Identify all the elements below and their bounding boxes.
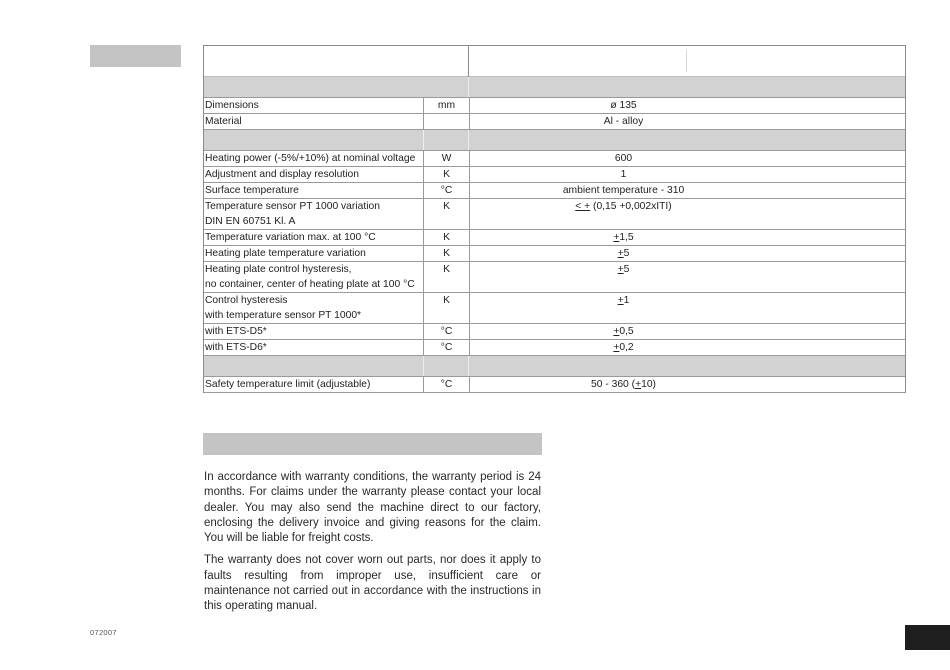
document-code: 072007 [90,628,117,637]
tolerance-sign: + [613,342,620,353]
table-row [204,262,905,293]
tolerance-sign: + [613,232,620,243]
value-cell [469,230,905,245]
unit-cell: K [423,167,469,182]
param-label: Dimensions [205,100,259,111]
param-line: no container, center of heating plate at 100 °C [205,279,415,290]
table-row [204,377,905,393]
value-cell: ø 135 [469,98,905,113]
param-label: with ETS-D6* [205,342,267,353]
tolerance-sign: + [635,379,642,390]
param-line: DIN EN 60751 Kl. A [205,216,296,227]
page-number-tab [905,625,950,650]
value-text: 1,5 [619,232,634,243]
table-row [204,98,905,114]
table-row [204,246,905,262]
unit-cell: °C [423,183,469,198]
tolerance-sign: + [617,248,624,259]
param-label: with ETS-D5* [205,326,267,337]
value-text: 5 [623,248,630,259]
param-line: Heating plate control hysteresis, [205,264,352,275]
value-text: 1 [623,295,630,306]
unit-cell: K [423,293,469,323]
unit-cell: K [423,246,469,261]
param-label: Adjustment and display resolution [205,169,359,180]
unit-cell: °C [423,340,469,355]
table-row [204,293,905,324]
value-cell: 600 [469,151,905,166]
param-line: Control hysteresis [205,295,288,306]
warranty-paragraph: The warranty does not cover worn out parts, nor does it apply to faults resulting from improper use, insufficient care or maintenance not carried out in accordance with the instructions in this operating manual. [204,554,541,613]
table-row [204,167,905,183]
table-row [204,183,905,199]
param-line: Temperature sensor PT 1000 variation [205,201,380,212]
value-cell [469,377,905,392]
value-cell [469,199,905,229]
value-cell [469,324,905,339]
tolerance-sign: + [617,295,624,306]
param-label: Temperature variation max. at 100 °C [205,232,376,243]
unit-cell: mm [423,98,469,113]
value-text: 10) [641,379,656,390]
tolerance-sign: < + [575,201,591,212]
unit-cell: K [423,230,469,245]
value-text: (0,15 +0,002xITI) [590,201,672,212]
value-cell: ambient temperature - 310 [469,183,905,198]
param-label: Heating plate temperature variation [205,248,366,259]
param-label: Safety temperature limit (adjustable) [205,379,371,390]
table-row [204,230,905,246]
param-label: Material [205,116,242,127]
value-cell [469,262,905,292]
unit-cell [423,114,469,129]
param-line: with temperature sensor PT 1000* [205,310,362,321]
technical-data-table [203,45,906,393]
section-band [204,130,905,151]
value-cell [469,246,905,261]
table-header [204,46,905,77]
unit-cell: °C [423,324,469,339]
value-cell [469,340,905,355]
param-label: Heating power (-5%/+10%) at nominal voltage [205,153,416,164]
value-text: 5 [623,264,630,275]
value-cell: Al - alloy [469,114,905,129]
value-cell: 1 [469,167,905,182]
section-band [204,356,905,377]
unit-cell: K [423,199,469,229]
section-band [204,77,905,98]
column-divider [468,46,469,77]
unit-cell: K [423,262,469,292]
tolerance-sign: + [617,264,624,275]
table-row [204,324,905,340]
unit-cell: W [423,151,469,166]
table-row [204,114,905,130]
tolerance-sign: + [613,326,620,337]
warranty-paragraph: In accordance with warranty conditions, the warranty period is 24 months. For claims under the warranty please contact your local dealer. You may also send the machine direct to our factory, enclosing the delivery invoice and giving reasons for the claim. You will be liable for freight costs. [204,471,541,545]
table-row [204,340,905,356]
warranty-heading-bar [203,433,542,455]
value-text: 0,2 [619,342,634,353]
param-label [204,199,423,229]
warranty-text [204,470,541,622]
value-text: 50 - 360 ( [591,379,636,390]
param-label: Surface temperature [205,185,299,196]
param-label [204,293,423,323]
column-divider [686,50,687,72]
table-row [204,199,905,230]
param-label [204,262,423,292]
unit-cell: °C [423,377,469,392]
section-tab-marker [90,45,181,67]
value-text: 0,5 [619,326,634,337]
table-row [204,151,905,167]
value-cell [469,293,905,323]
